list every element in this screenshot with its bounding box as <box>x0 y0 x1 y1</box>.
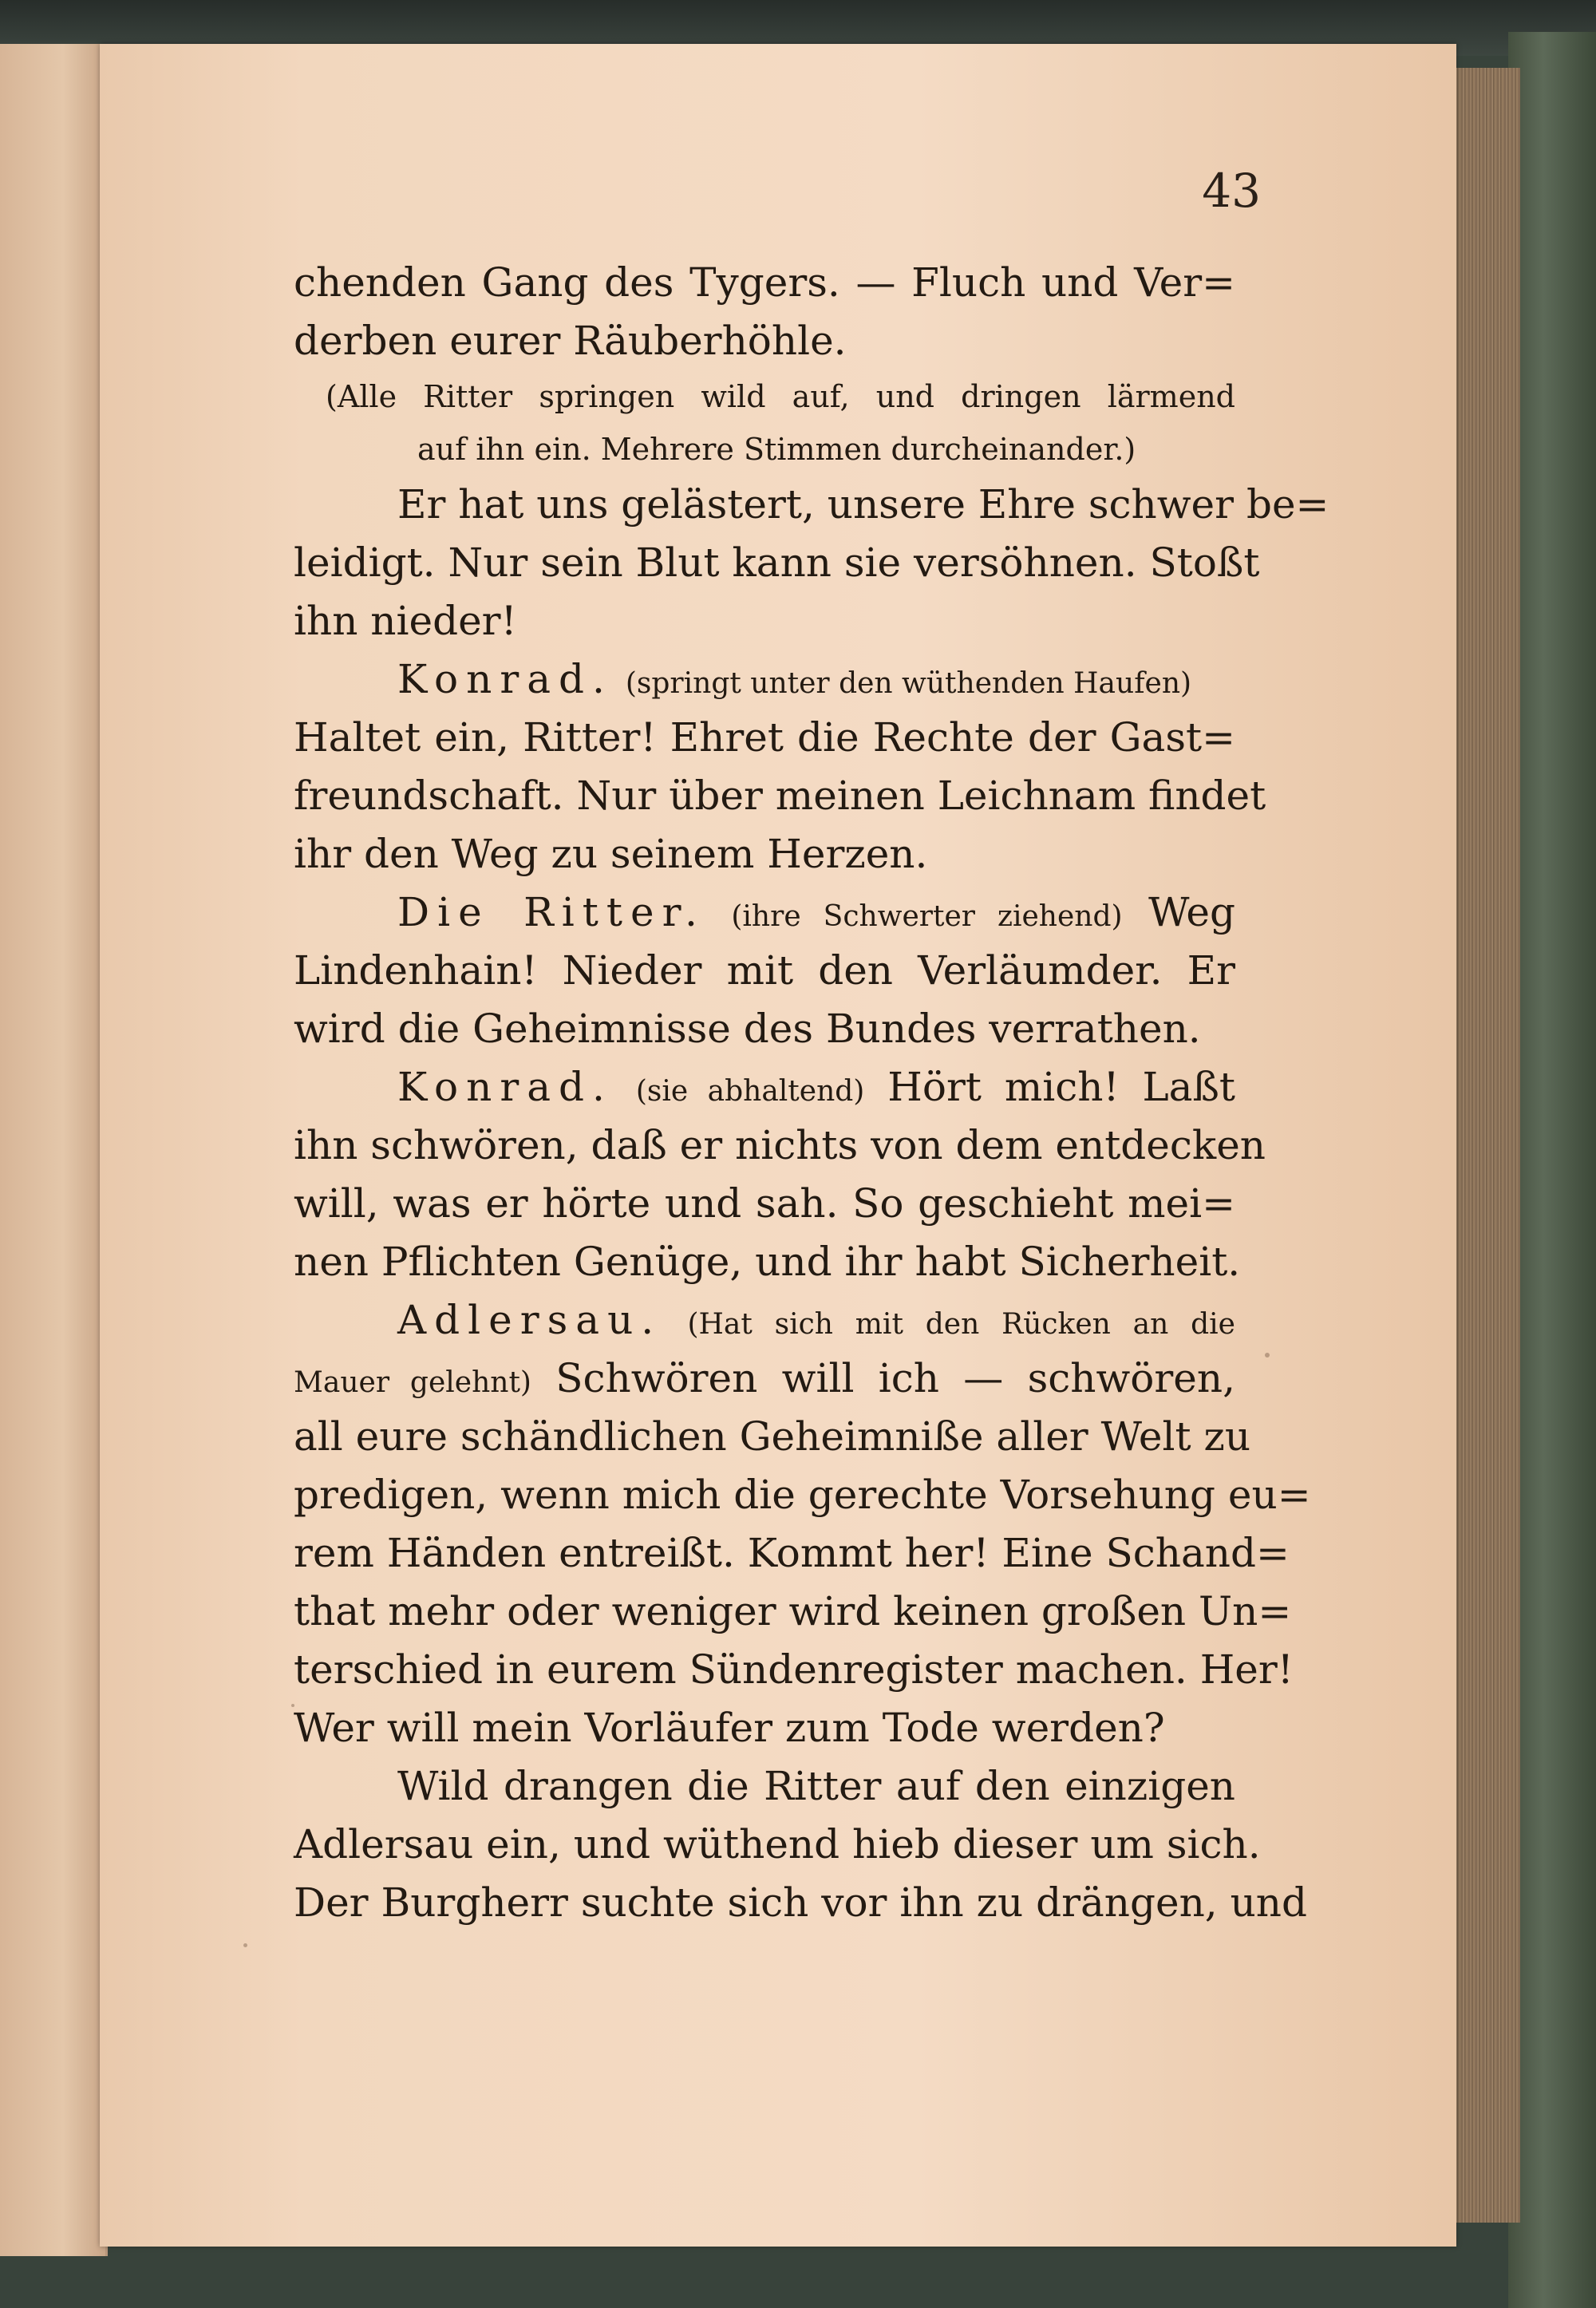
text-line: all eure schändlichen Geheimniße aller Welt zu <box>294 1413 1251 1460</box>
page-number: 43 <box>1202 164 1261 218</box>
text-line: ihn nieder! <box>294 598 517 644</box>
text-line: will, was er hörte und sah. So geschieht mei= <box>294 1180 1235 1227</box>
text-line: terschied in eurem Sündenregister machen. Her! <box>294 1646 1294 1693</box>
text-line: derben eurer Räuberhöhle. <box>294 318 847 364</box>
speaker-line <box>294 650 1235 709</box>
text-line: Adlersau ein, und wüthend hieb dieser um sich. <box>294 1821 1261 1867</box>
stage-direction: (ihre Schwerter ziehend) <box>731 900 1123 933</box>
stage-direction: (Hat sich mit den Rücken an die <box>687 1308 1235 1341</box>
page-text <box>294 254 1329 1932</box>
text-line: Wer will mein Vorläufer zum Tode werden? <box>294 1705 1165 1751</box>
stage-direction: Mauer gelehnt) <box>294 1366 531 1399</box>
text-line: that mehr oder weniger wird keinen großen Un= <box>294 1588 1292 1634</box>
text-line: ihn schwören, daß er nichts von dem entdecken <box>294 1122 1266 1168</box>
stage-direction: auf ihn ein. Mehrere Stimmen durcheinander.) <box>417 432 1136 467</box>
speech-text: Weg <box>1148 889 1235 935</box>
text-line: freundschaft. Nur über meinen Leichnam findet <box>294 773 1266 819</box>
text-line: Der Burgherr suchte sich vor ihn zu drängen, und <box>294 1879 1307 1926</box>
stage-direction: (sie abhaltend) <box>635 1075 865 1108</box>
text-line: leidigt. Nur sein Blut kann sie versöhnen. Stoßt <box>294 539 1260 586</box>
speech-text: Hört mich! Laßt <box>887 1064 1235 1110</box>
speaker-name: Adlersau. <box>397 1297 662 1343</box>
text-line: rem Händen entreißt. Kommt her! Eine Schand= <box>294 1530 1290 1576</box>
text-line: Lindenhain! Nieder mit den Verläumder. Er <box>294 947 1235 994</box>
stage-direction: (springt unter den wüthenden Haufen) <box>625 667 1192 700</box>
text-line: ihr den Weg zu seinem Herzen. <box>294 831 928 877</box>
facing-page-edge <box>0 44 108 2256</box>
text-line: predigen, wenn mich die gerechte Vorsehung eu= <box>294 1472 1311 1518</box>
speaker-line <box>294 883 1235 942</box>
stage-direction: (Alle Ritter springen wild auf, und dringen lärmend <box>326 379 1235 414</box>
speaker-line <box>294 1291 1235 1350</box>
text-line: Wild drangen die Ritter auf den einzigen <box>397 1763 1235 1809</box>
text-line: Er hat uns gelästert, unsere Ehre schwer be= <box>397 481 1329 528</box>
text-line: nen Pflichten Genüge, und ihr habt Sicherheit. <box>294 1239 1241 1285</box>
speaker-name: Konrad. <box>397 1064 613 1110</box>
text-line: chenden Gang des Tygers. — Fluch und Ver= <box>294 259 1235 306</box>
book-cover-edge <box>1508 32 1596 2308</box>
speaker-line <box>294 1350 1235 1408</box>
text-line: wird die Geheimnisse des Bundes verrathen. <box>294 1006 1201 1052</box>
text-line: Haltet ein, Ritter! Ehret die Rechte der Gast= <box>294 714 1235 761</box>
speaker-line <box>294 1058 1235 1116</box>
speaker-name: Die Ritter. <box>397 889 705 935</box>
speaker-name: Konrad. <box>397 656 613 702</box>
speech-text: Schwören will ich — schwören, <box>555 1355 1235 1401</box>
